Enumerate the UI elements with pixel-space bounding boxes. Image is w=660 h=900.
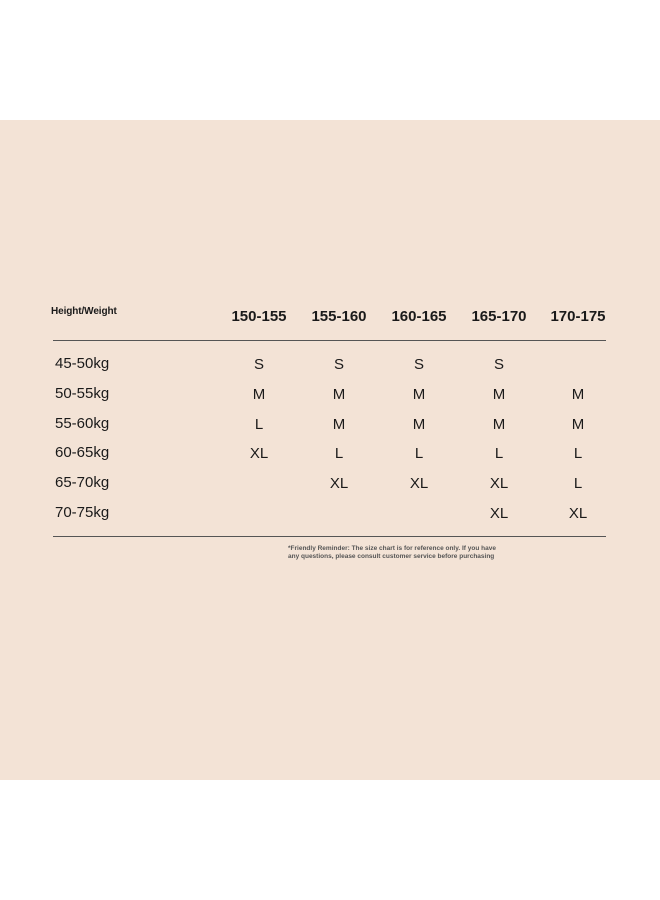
size-cell: S — [413, 356, 424, 373]
note-line: any questions, please consult customer service before purchasing — [288, 552, 495, 560]
size-cell: XL — [489, 505, 509, 522]
size-cell: L — [414, 445, 424, 462]
size-cell: L — [334, 445, 344, 462]
row-label: 55-60kg — [55, 415, 110, 432]
size-cell: M — [571, 416, 585, 433]
row-label: 65-70kg — [55, 474, 110, 491]
size-cell: M — [332, 386, 346, 403]
size-cell: XL — [489, 475, 509, 492]
column-header: 155-160 — [311, 308, 367, 325]
row-label: 50-55kg — [55, 385, 110, 402]
note-line: *Friendly Reminder: The size chart is for reference only. If you have — [288, 545, 496, 552]
size-cell: M — [571, 386, 585, 403]
friendly-reminder-note — [288, 545, 496, 560]
size-cell: XL — [329, 475, 349, 492]
header-divider — [53, 340, 606, 341]
size-cell: L — [494, 445, 504, 462]
size-cell: L — [573, 475, 583, 492]
row-label: 45-50kg — [55, 355, 110, 372]
size-cell: M — [492, 416, 506, 433]
size-cell: XL — [409, 475, 429, 492]
size-cell: M — [252, 386, 266, 403]
column-header: 150-155 — [231, 308, 287, 325]
size-cell: XL — [249, 445, 269, 462]
size-cell: S — [493, 356, 504, 373]
column-header: 165-170 — [471, 308, 527, 325]
bottom-divider — [53, 536, 606, 537]
row-label: 70-75kg — [55, 504, 110, 521]
size-cell: L — [573, 445, 583, 462]
size-cell: M — [332, 416, 346, 433]
size-cell: M — [412, 416, 426, 433]
size-cell: S — [333, 356, 344, 373]
size-cell: S — [253, 356, 264, 373]
row-label: 60-65kg — [55, 444, 110, 461]
column-header: 170-175 — [550, 308, 606, 325]
size-chart-panel — [0, 120, 660, 780]
column-header: 160-165 — [391, 308, 447, 325]
table-corner-header: Height/Weight — [51, 306, 117, 317]
size-cell: M — [492, 386, 506, 403]
size-cell: M — [412, 386, 426, 403]
size-cell: L — [254, 416, 264, 433]
size-cell: XL — [568, 505, 588, 522]
